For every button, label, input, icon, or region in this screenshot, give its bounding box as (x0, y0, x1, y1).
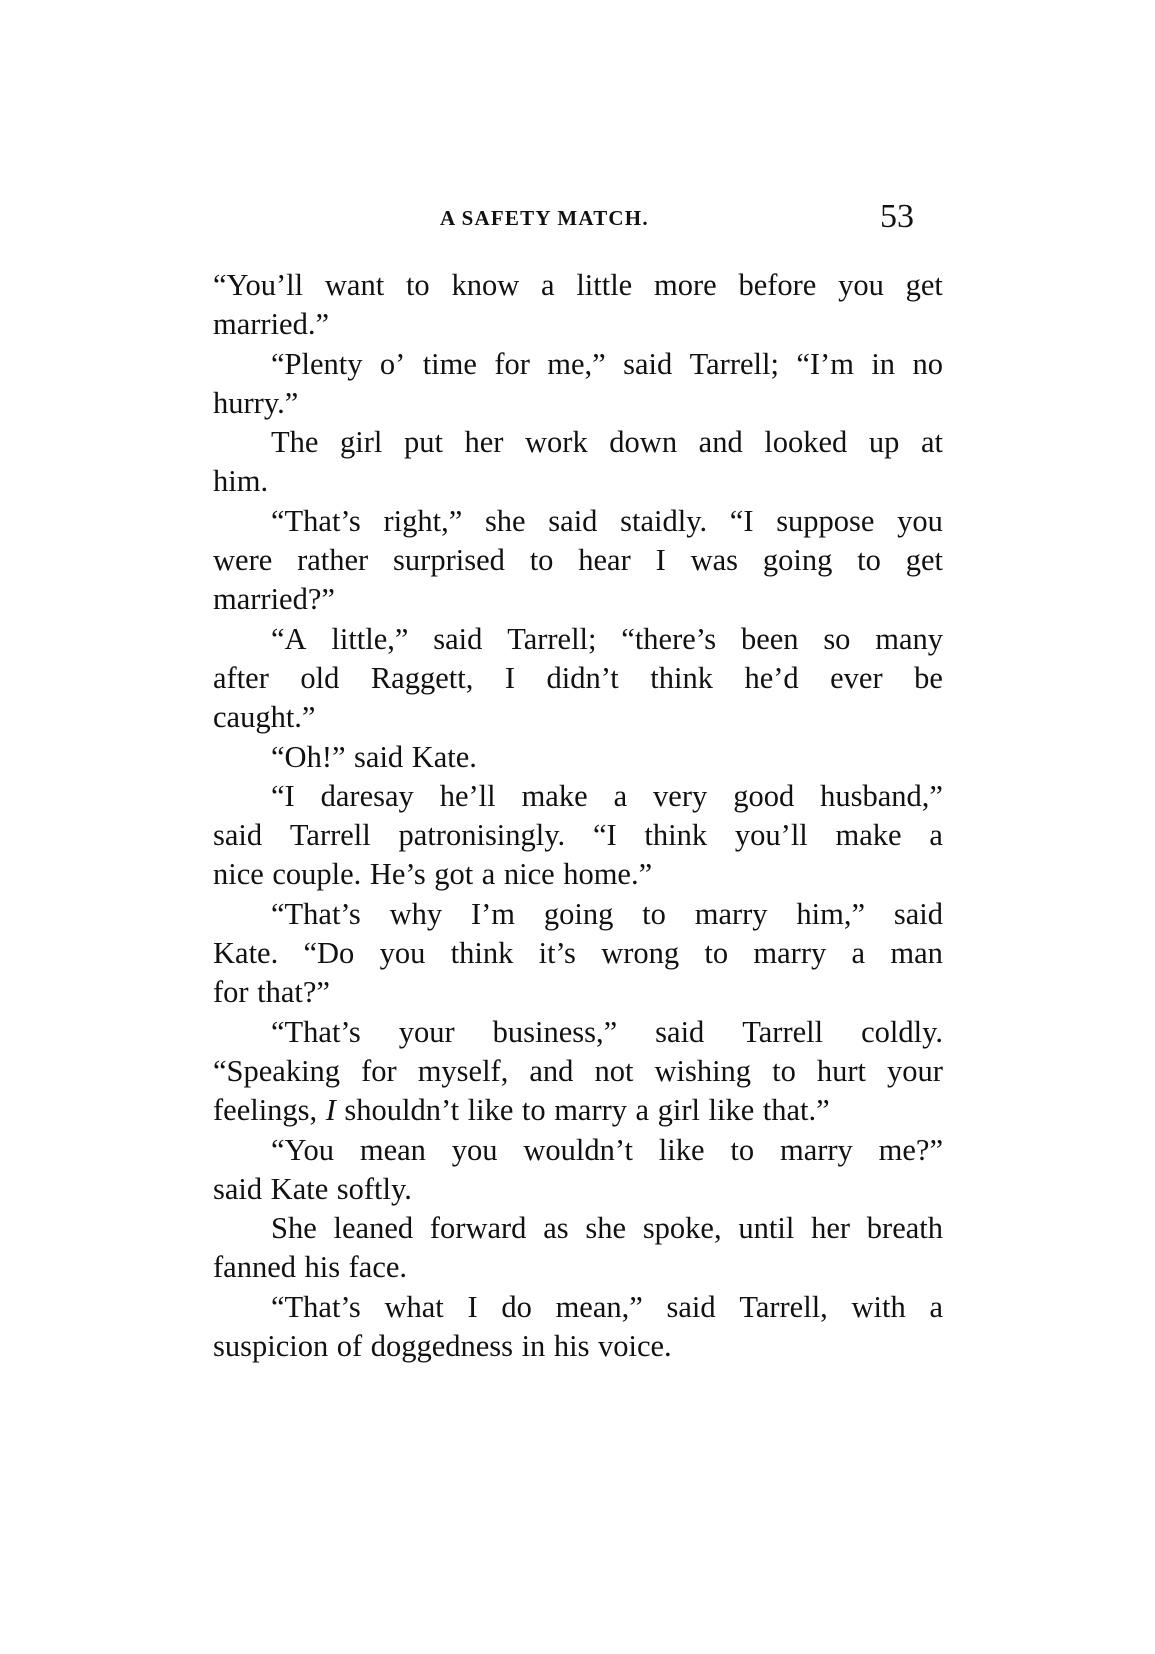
word: Tarrell; (689, 346, 779, 381)
word: little,” (331, 621, 409, 656)
word: daresay (320, 778, 414, 813)
word: suppose (776, 503, 875, 538)
text-line (213, 620, 943, 659)
word: many (875, 621, 943, 656)
word: “I (592, 818, 617, 853)
word: she (585, 1211, 627, 1246)
word: didn’t (546, 660, 619, 695)
word: said (623, 346, 673, 381)
word: want (324, 268, 385, 302)
word: time (422, 346, 477, 381)
word: She (271, 1211, 317, 1246)
word: down (609, 425, 678, 460)
word: for (494, 346, 530, 381)
word: like (467, 1093, 514, 1128)
word: fanned (213, 1250, 296, 1285)
word: softly. (336, 1171, 412, 1206)
word: me,” (547, 346, 606, 381)
word: hear (578, 543, 631, 578)
text-line (213, 345, 943, 384)
word: he’ll (439, 778, 496, 813)
body-text (213, 266, 943, 1366)
word: said (213, 1171, 263, 1206)
word: you (897, 503, 943, 538)
word: at (920, 425, 943, 460)
word: a (929, 818, 943, 853)
word: I’m (470, 896, 516, 931)
word: “A (271, 621, 307, 656)
word: a (635, 1093, 650, 1128)
text-line (213, 462, 943, 501)
word: going (762, 543, 833, 578)
word: looked (764, 425, 848, 460)
word: work (525, 425, 588, 460)
word: said (354, 739, 404, 774)
word: said (666, 1289, 716, 1324)
word: your (887, 1053, 943, 1088)
word: “Speaking (213, 1053, 341, 1088)
word: you (451, 1132, 498, 1167)
word: be (914, 660, 943, 695)
word: voice. (597, 1329, 672, 1364)
word: “That’s (271, 896, 361, 931)
word: married?” (213, 582, 335, 617)
word: think (644, 818, 708, 853)
word: to (529, 543, 554, 578)
word: Raggett, (370, 660, 474, 695)
text-line (213, 423, 943, 462)
word: think (650, 660, 713, 695)
text-line (213, 1288, 943, 1327)
word: Kate (270, 1171, 329, 1206)
word: feelings, (213, 1093, 318, 1128)
word: mean,” (555, 1289, 643, 1324)
text-line (213, 659, 943, 698)
word: man (890, 936, 943, 971)
word: to (704, 936, 729, 971)
word: ever (830, 660, 883, 695)
word: said (548, 503, 598, 538)
word: going (543, 896, 614, 931)
text-line (213, 1131, 943, 1170)
word: “You’ll (213, 268, 304, 302)
word: nice (503, 857, 555, 892)
word: good (733, 778, 795, 813)
word: forward (429, 1211, 527, 1246)
word: Kate. (411, 739, 477, 774)
word: said (893, 896, 943, 931)
word: to (730, 1132, 755, 1167)
word: Tarrell; (507, 621, 597, 656)
word: to (405, 268, 430, 302)
word: couple. (272, 857, 362, 892)
word: rather (297, 543, 369, 578)
text-line (213, 1170, 943, 1209)
word: like (658, 1132, 705, 1167)
word: shouldn’t (344, 1093, 460, 1128)
word: “I (729, 503, 754, 538)
word: to (857, 543, 881, 578)
word: a (613, 778, 628, 813)
page-number: 53 (880, 198, 914, 235)
word: home.” (563, 857, 653, 892)
text-line (213, 1052, 943, 1091)
word: like (708, 1093, 755, 1128)
text-line (213, 816, 943, 855)
word: he’d (744, 660, 799, 695)
word: girl (657, 1093, 700, 1128)
word: Tarrell, (739, 1289, 828, 1324)
text-line (213, 1091, 943, 1130)
word: mean (359, 1132, 426, 1167)
word: marry (694, 896, 768, 931)
word: a (541, 268, 555, 302)
word: his (304, 1250, 341, 1285)
word: up (868, 425, 900, 460)
word: very (653, 778, 708, 813)
word: it’s (538, 936, 576, 971)
word: of (336, 1329, 363, 1364)
word: why (389, 896, 443, 931)
word: “That’s (271, 503, 361, 538)
word: not (594, 1053, 634, 1088)
word: before (738, 268, 817, 302)
text-line (213, 502, 943, 541)
word: said (213, 818, 263, 853)
word: married.” (213, 307, 329, 342)
word: that?” (257, 975, 330, 1010)
word: to (521, 1093, 546, 1128)
word: suspicion (213, 1329, 329, 1364)
word: got (434, 857, 474, 892)
word: you (838, 268, 884, 302)
word: you (379, 936, 426, 971)
word: his (553, 1329, 590, 1364)
text-line (213, 1209, 943, 1248)
word: “You (271, 1132, 335, 1167)
word: hurt (816, 1053, 866, 1088)
text-line (213, 305, 943, 344)
word: with (851, 1289, 906, 1324)
word: and (698, 425, 743, 460)
word: to (642, 896, 666, 931)
word: “Do (303, 936, 355, 971)
word: make (835, 818, 902, 853)
word: patronisingly. (398, 818, 566, 853)
word: wrong (601, 936, 680, 971)
word: I (467, 1289, 478, 1324)
word: him. (213, 464, 269, 499)
word: I (655, 543, 666, 578)
word: leaned (333, 1211, 414, 1246)
word: “That’s (271, 1014, 361, 1049)
word: little (576, 268, 633, 302)
word: me?” (878, 1132, 943, 1167)
text-line (213, 698, 943, 737)
word: a (481, 857, 496, 892)
word: your (398, 1014, 455, 1049)
word: was (690, 543, 739, 578)
word: in (871, 346, 896, 381)
word: think (450, 936, 514, 971)
text-line (213, 934, 943, 973)
word: “I’m (796, 346, 854, 381)
word: her (811, 1211, 851, 1246)
word: He’s (369, 857, 426, 892)
word: put (403, 425, 443, 460)
word: marry (779, 1132, 853, 1167)
word: what (384, 1289, 444, 1324)
word: caught.” (213, 700, 316, 735)
word: to (772, 1053, 796, 1088)
word: “That’s (271, 1289, 361, 1324)
word: him,” (796, 896, 865, 931)
word: said (655, 1014, 705, 1049)
word: wishing (654, 1053, 752, 1088)
word: The (271, 425, 319, 460)
word: “there’s (621, 621, 717, 656)
word: a (929, 1289, 943, 1324)
word: face. (348, 1250, 408, 1285)
word: as (543, 1211, 569, 1246)
text-line (213, 1013, 943, 1052)
word: I (504, 660, 515, 695)
word: Kate. (213, 936, 279, 971)
word: Tarrell (289, 818, 371, 853)
word: spoke, (642, 1211, 722, 1246)
word: that.” (762, 1093, 830, 1128)
text-line (213, 1327, 943, 1366)
word: “Plenty (271, 346, 363, 381)
word: were (213, 543, 273, 578)
word: girl (340, 425, 383, 460)
word: right,” (383, 503, 463, 538)
word: marry (753, 936, 827, 971)
word: know (451, 268, 520, 302)
word: for (213, 975, 249, 1010)
text-line (213, 777, 943, 816)
word: make (521, 778, 588, 813)
word: old (300, 660, 340, 695)
word: her (464, 425, 504, 460)
word: so (823, 621, 851, 656)
word: marry (554, 1093, 628, 1128)
word: you’ll (734, 818, 808, 853)
word: been (740, 621, 799, 656)
word: I (325, 1093, 336, 1128)
word: until (738, 1211, 795, 1246)
word: wouldn’t (523, 1132, 633, 1167)
text-line (213, 973, 943, 1012)
word: a (851, 936, 866, 971)
word: myself, (417, 1053, 509, 1088)
word: “I (271, 778, 295, 813)
text-line (213, 895, 943, 934)
text-line (213, 266, 943, 305)
word: do (501, 1289, 532, 1324)
text-line (213, 855, 943, 894)
word: doggedness (370, 1329, 514, 1364)
word: get (905, 543, 943, 578)
word: business,” (492, 1014, 618, 1049)
word: hurry.” (213, 385, 299, 420)
text-line (213, 1248, 943, 1287)
word: Tarrell (742, 1014, 824, 1049)
word: breath (866, 1211, 943, 1246)
word: husband,” (820, 778, 943, 813)
word: in (521, 1329, 546, 1364)
word: “Oh!” (271, 739, 346, 774)
word: get (905, 268, 943, 302)
word: after (213, 660, 269, 695)
word: said (433, 621, 483, 656)
word: nice (213, 857, 264, 892)
word: coldly. (861, 1014, 943, 1049)
word: for (361, 1053, 397, 1088)
word: more (654, 268, 717, 302)
running-head: A SAFETY MATCH. (440, 206, 649, 230)
text-line (213, 541, 943, 580)
word: and (529, 1053, 574, 1088)
text-line (213, 580, 943, 619)
word: she (484, 503, 526, 538)
word: surprised (393, 543, 505, 578)
word: staidly. (620, 503, 708, 538)
text-line (213, 738, 943, 777)
text-line (213, 384, 943, 423)
word: no (912, 346, 943, 381)
word: o’ (379, 346, 406, 381)
